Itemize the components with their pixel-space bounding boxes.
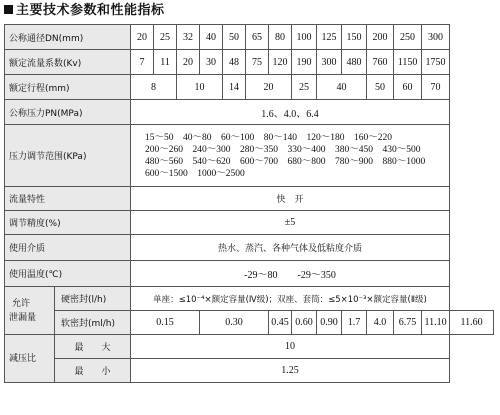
section-title: 主要技术参数和性能指标 bbox=[16, 3, 165, 18]
table-row-accuracy bbox=[5, 211, 494, 235]
kv-cell: 7 bbox=[131, 50, 154, 75]
stroke-cell: 50 bbox=[367, 75, 394, 100]
kv-cell: 30 bbox=[200, 50, 223, 75]
soft-seal-cell: 11.60 bbox=[450, 311, 494, 335]
ratio-max-value: 10 bbox=[131, 335, 450, 359]
kv-cell: 11 bbox=[154, 50, 177, 75]
dn-cell: 150 bbox=[342, 25, 367, 50]
kv-cell: 20 bbox=[177, 50, 200, 75]
kv-cell: 1750 bbox=[422, 50, 450, 75]
pressure-range-line: 600～1500 1000～2500 bbox=[145, 168, 245, 179]
dn-cell: 32 bbox=[177, 25, 200, 50]
row-label-ratio-min: 最 小 bbox=[55, 359, 131, 383]
soft-seal-cell: 0.90 bbox=[317, 311, 342, 335]
pressure-range-line: 200～260 240～300 280～350 330～400 380～450 430～500 bbox=[145, 144, 421, 155]
dn-cell: 25 bbox=[154, 25, 177, 50]
kv-cell: 75 bbox=[246, 50, 269, 75]
accuracy-value: ±5 bbox=[131, 211, 450, 235]
kv-cell: 48 bbox=[223, 50, 246, 75]
dn-cell: 20 bbox=[131, 25, 154, 50]
soft-seal-cell: 4.0 bbox=[367, 311, 394, 335]
row-label-ratio-max: 最 大 bbox=[55, 335, 131, 359]
temperature-value: -29～80 -29～350 bbox=[131, 261, 450, 287]
pressure-range-value bbox=[131, 125, 450, 187]
leakage-group-label bbox=[5, 287, 55, 335]
soft-seal-cell: 11.10 bbox=[422, 311, 450, 335]
soft-seal-cell: 0.15 bbox=[131, 311, 200, 335]
dn-cell: 200 bbox=[367, 25, 394, 50]
soft-seal-cell: 0.60 bbox=[292, 311, 317, 335]
dn-cell: 40 bbox=[200, 25, 223, 50]
kv-cell: 120 bbox=[269, 50, 292, 75]
kv-cell: 300 bbox=[317, 50, 342, 75]
row-label-pressure-range: 压力调节范围(KPa) bbox=[5, 125, 131, 187]
kv-cell: 480 bbox=[342, 50, 367, 75]
table-row-kv bbox=[5, 50, 494, 75]
table-row-pressure-range bbox=[5, 125, 494, 187]
pressure-range-line: 15～50 40～80 60～100 80～140 120～180 160～220 bbox=[145, 132, 393, 143]
stroke-cell: 25 bbox=[292, 75, 317, 100]
kv-cell: 190 bbox=[292, 50, 317, 75]
row-label-dn: 公称通径DN(mm) bbox=[5, 25, 131, 50]
row-label-flow-characteristic: 流量特性 bbox=[5, 187, 131, 211]
pn-value: 1.6、4.0、6.4 bbox=[131, 100, 450, 125]
row-label-stroke: 额定行程(mm) bbox=[5, 75, 131, 100]
square-bullet-icon bbox=[4, 5, 13, 14]
dn-cell: 250 bbox=[394, 25, 422, 50]
dn-cell: 80 bbox=[269, 25, 292, 50]
stroke-cell: 14 bbox=[223, 75, 246, 100]
dn-cell: 300 bbox=[422, 25, 450, 50]
medium-value: 热水、蒸汽、各种气体及低粘度介质 bbox=[131, 235, 450, 261]
leakage-group-line: 泄漏量 bbox=[9, 312, 37, 323]
row-label-accuracy: 调节精度(%) bbox=[5, 211, 131, 235]
row-label-pn: 公称压力PN(MPa) bbox=[5, 100, 131, 125]
row-label-hard-seal: 硬密封(l/h) bbox=[55, 287, 131, 311]
stroke-cell: 40 bbox=[317, 75, 367, 100]
table-row-ratio-min bbox=[5, 359, 494, 383]
soft-seal-cell: 1.7 bbox=[342, 311, 367, 335]
stroke-cell: 70 bbox=[422, 75, 450, 100]
kv-cell: 760 bbox=[367, 50, 394, 75]
table-row-pn bbox=[5, 100, 494, 125]
ratio-group-label: 减压比 bbox=[5, 335, 55, 383]
spec-table bbox=[4, 24, 494, 383]
flow-characteristic-value: 快 开 bbox=[131, 187, 450, 211]
stroke-cell: 20 bbox=[246, 75, 292, 100]
dn-cell: 125 bbox=[317, 25, 342, 50]
table-row-stroke bbox=[5, 75, 494, 100]
table-row-temperature bbox=[5, 261, 494, 287]
table-row-medium bbox=[5, 235, 494, 261]
dn-cell: 100 bbox=[292, 25, 317, 50]
kv-cell: 1150 bbox=[394, 50, 422, 75]
leakage-group-line: 允许 bbox=[12, 298, 31, 309]
stroke-cell: 60 bbox=[394, 75, 422, 100]
row-label-soft-seal: 软密封(ml/h) bbox=[55, 311, 131, 335]
table-row-ratio-max bbox=[5, 335, 494, 359]
table-row-leakage-hard bbox=[5, 287, 494, 311]
soft-seal-cell: 0.45 bbox=[269, 311, 292, 335]
pressure-range-line: 480～560 540～620 600～700 680～800 780～900 880～1000 bbox=[145, 156, 426, 167]
stroke-cell: 10 bbox=[177, 75, 223, 100]
row-label-medium: 使用介质 bbox=[5, 235, 131, 261]
stroke-cell: 8 bbox=[131, 75, 177, 100]
table-row-flow-characteristic bbox=[5, 187, 494, 211]
table-row-leakage-soft bbox=[5, 311, 494, 335]
row-label-kv: 额定流量系数(Kv) bbox=[5, 50, 131, 75]
soft-seal-cell: 0.30 bbox=[200, 311, 269, 335]
soft-seal-cell: 6.75 bbox=[394, 311, 422, 335]
table-row-dn bbox=[5, 25, 494, 50]
hard-seal-value: 单座：≤10⁻⁴×额定容量(Ⅳ级)；双座、套筒：≤5×10⁻³×额定容量(Ⅱ级) bbox=[131, 287, 450, 311]
dn-cell: 50 bbox=[223, 25, 246, 50]
row-label-temperature: 使用温度(℃) bbox=[5, 261, 131, 287]
ratio-min-value: 1.25 bbox=[131, 359, 450, 383]
section-heading bbox=[4, 2, 165, 20]
dn-cell: 65 bbox=[246, 25, 269, 50]
